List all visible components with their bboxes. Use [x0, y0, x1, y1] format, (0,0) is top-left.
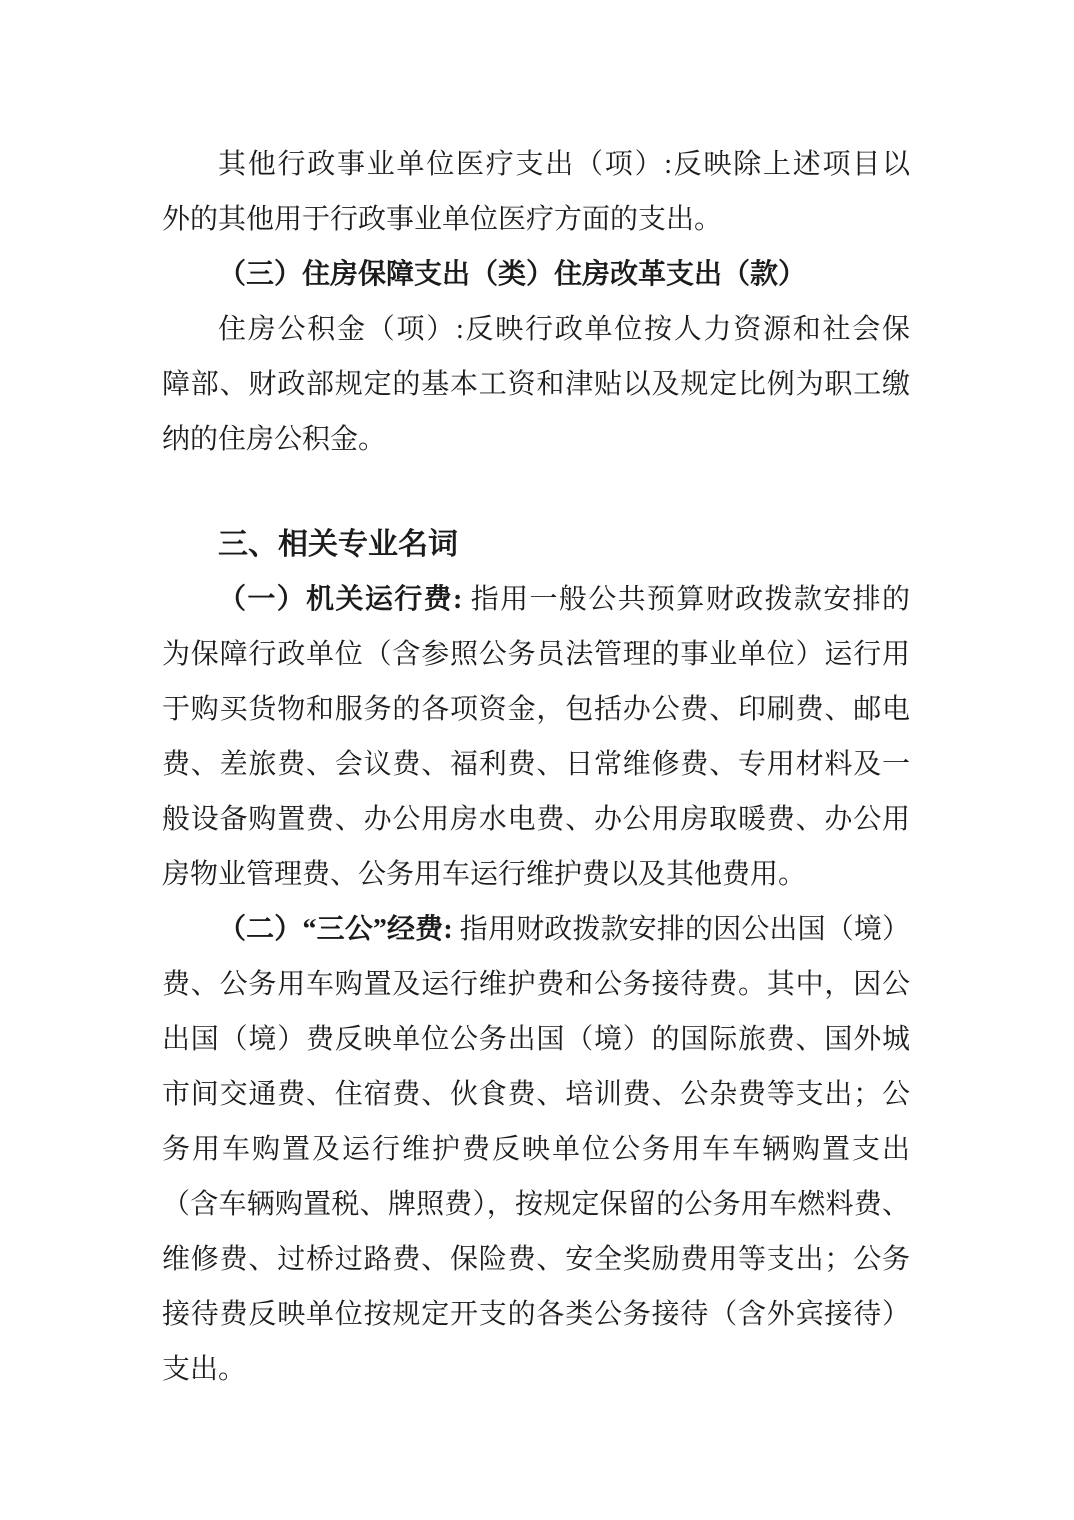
text-line: 接待费反映单位按规定开支的各类公务接待（含外宾接待）: [162, 1299, 910, 1330]
term-lead-three-public-expenses: （二）“三公”经费:: [218, 914, 453, 945]
paragraph-continuation: [162, 957, 910, 1397]
blank-line: [162, 467, 910, 517]
text-line: 维修费、过桥过路费、保险费、安全奖励费用等支出；公务: [162, 1244, 910, 1275]
text-line: 住房公积金（项）:反映行政单位按人力资源和社会保: [218, 314, 910, 345]
paragraph-agency-operating-funds: [162, 572, 910, 902]
paragraph-housing-provident-fund: [162, 302, 910, 467]
text-line: 出国（境）费反映单位公务出国（境）的国际旅费、国外城: [162, 1024, 910, 1055]
text-line: 障部、财政部规定的基本工资和津贴以及规定比例为职工缴: [162, 369, 910, 400]
text-line: 外的其他用于行政事业单位医疗方面的支出。: [162, 204, 723, 235]
text-line: 支出。: [162, 1354, 247, 1385]
paragraph-other-medical-expenditure: [162, 137, 910, 247]
text-line: [162, 902, 910, 957]
term-definition-start: 指用一般公共预算财政拨款安排的: [462, 584, 910, 615]
text-line: [162, 572, 910, 627]
text-line: 其他行政事业单位医疗支出（项）:反映除上述项目以: [218, 149, 910, 180]
paragraph-three-public-expenses: [162, 902, 910, 1397]
term-definition-start: 指用财政拨款安排的因公出国（境）: [452, 914, 910, 945]
text-line: 务用车购置及运行维护费反映单位公务用车车辆购置支出: [162, 1134, 910, 1165]
text-line: 纳的住房公积金。: [162, 424, 387, 455]
text-line: 为保障行政单位（含参照公务员法管理的事业单位）运行用: [162, 639, 910, 670]
text-line: 费、差旅费、会议费、福利费、日常维修费、专用材料及一: [162, 749, 910, 780]
text-line: 房物业管理费、公务用车运行维护费以及其他费用。: [162, 859, 807, 890]
text-line: （含车辆购置税、牌照费），按规定保留的公务用车燃料费、: [162, 1189, 910, 1220]
paragraph-continuation: [162, 627, 910, 902]
heading-housing-security-expenditure: （三）住房保障支出（类）住房改革支出（款）: [218, 259, 807, 290]
text-line: 费、公务用车购置及运行维护费和公务接待费。其中，因公: [162, 969, 910, 1000]
document-content: [162, 137, 910, 1397]
term-lead-agency-operating-funds: （一）机关运行费:: [218, 584, 463, 615]
heading-related-terms: 三、相关专业名词: [218, 528, 458, 561]
text-line: 市间交通费、住宿费、伙食费、培训费、公杂费等支出；公: [162, 1079, 910, 1110]
text-line: 般设备购置费、办公用房水电费、办公用房取暖费、办公用: [162, 804, 910, 835]
text-line: 于购买货物和服务的各项资金，包括办公费、印刷费、邮电: [162, 694, 910, 725]
